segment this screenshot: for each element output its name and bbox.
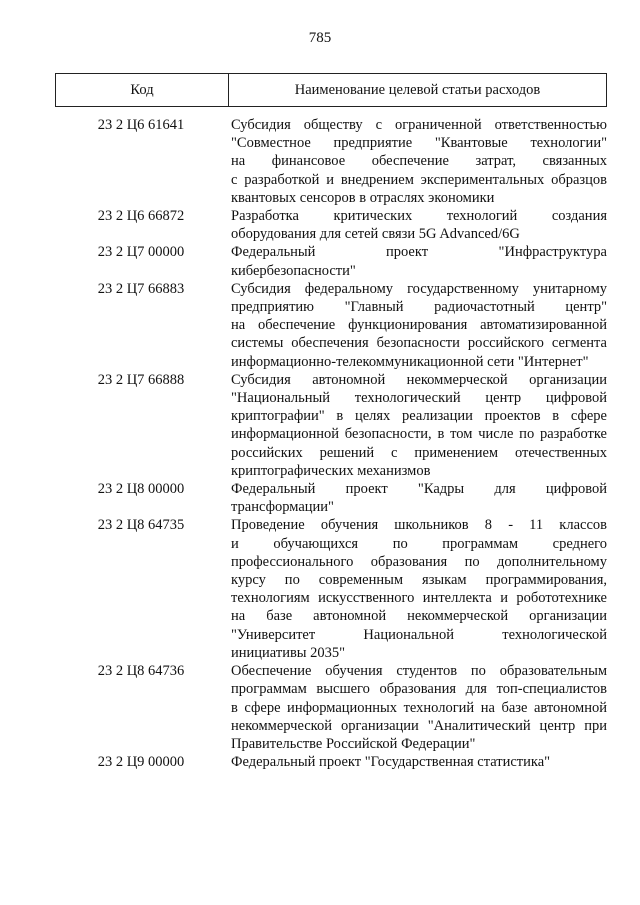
row-name-line: в сфере информационных технологий на базе автономной bbox=[231, 699, 607, 716]
row-name-line: криптографии" в целях реализации проектов в сфере bbox=[231, 408, 607, 425]
table-body bbox=[55, 116, 607, 771]
header-name-column: Наименование целевой статьи расходов bbox=[229, 74, 607, 106]
row-name-line: российских решений с применением отечественных bbox=[231, 444, 607, 461]
row-code: 23 2 Ц6 66872 bbox=[97, 208, 185, 225]
row-name-line: некоммерческой организации "Аналитический центр при bbox=[231, 717, 607, 734]
row-name-line: Обеспечение обучения студентов по образовательным bbox=[231, 663, 607, 680]
row-name-line: системы обеспечения безопасности российского сегмента bbox=[231, 335, 607, 352]
row-name-line: оборудования для сетей связи 5G Advanced/6G bbox=[231, 226, 520, 243]
table-header bbox=[55, 73, 607, 107]
table-row bbox=[55, 516, 607, 662]
row-name-line: программам высшего образования для топ-специалистов bbox=[231, 681, 607, 698]
row-name-line: инициативы 2035" bbox=[231, 644, 346, 661]
page-number: 785 bbox=[308, 30, 332, 46]
row-name-line: криптографических механизмов bbox=[231, 462, 431, 479]
row-name-line: информационно-телекоммуникационной сети "Интернет" bbox=[231, 353, 589, 370]
row-code: 23 2 Ц8 64735 bbox=[97, 517, 185, 534]
table-row bbox=[55, 753, 607, 771]
row-name-line: с разработкой и внедрением экспериментальных образцов bbox=[231, 171, 607, 188]
row-name bbox=[231, 480, 607, 516]
row-name-line: Федеральный проект "Кадры для цифровой bbox=[231, 481, 607, 498]
row-name bbox=[231, 753, 607, 771]
row-name-line: на базе автономной некоммерческой организации bbox=[231, 608, 607, 625]
row-name-line: Правительстве Российской Федерации" bbox=[231, 735, 476, 752]
row-name-line: кибербезопасности" bbox=[231, 262, 356, 279]
row-name bbox=[231, 243, 607, 279]
row-name-line: Федеральный проект "Инфраструктура bbox=[231, 244, 607, 261]
table-row bbox=[55, 280, 607, 371]
table-row bbox=[55, 480, 607, 516]
row-name-line: предприятию "Главный радиочастотный центр" bbox=[231, 299, 607, 316]
row-code: 23 2 Ц6 61641 bbox=[97, 117, 185, 133]
row-name-line: Федеральный проект "Государственная статистика" bbox=[231, 754, 551, 771]
row-name-line: на обеспечение функционирования автоматизированной bbox=[231, 317, 607, 334]
table-row bbox=[55, 243, 607, 279]
row-name bbox=[231, 516, 607, 662]
table-row bbox=[55, 207, 607, 243]
table-row bbox=[55, 371, 607, 480]
row-code: 23 2 Ц9 00000 bbox=[97, 754, 185, 771]
row-name bbox=[231, 662, 607, 753]
row-code: 23 2 Ц8 64736 bbox=[97, 663, 185, 680]
row-name-line: "Университет Национальной технологической bbox=[231, 626, 607, 643]
row-name-line: Субсидия федеральному государственному унитарному bbox=[231, 280, 607, 297]
row-name-line: "Национальный технологический центр цифровой bbox=[231, 390, 607, 407]
row-name bbox=[231, 280, 607, 371]
row-code: 23 2 Ц7 66883 bbox=[97, 280, 185, 297]
row-name-line: и обучающихся по программам среднего bbox=[231, 535, 607, 552]
header-code-column: Код bbox=[55, 74, 229, 106]
row-name-line: на финансовое обеспечение затрат, связанных bbox=[231, 153, 607, 170]
row-name-line: "Совместное предприятие "Квантовые технологии" bbox=[231, 135, 607, 152]
row-name-line: Проведение обучения школьников 8 - 11 классов bbox=[231, 517, 607, 534]
row-name-line: курсу по современным языкам программирования, bbox=[231, 572, 607, 589]
row-code: 23 2 Ц7 00000 bbox=[97, 244, 185, 261]
table-row bbox=[55, 662, 607, 753]
row-name-line: технологиям искусственного интеллекта и робототехнике bbox=[231, 590, 607, 607]
table-row bbox=[55, 116, 607, 207]
row-name-line: трансформации" bbox=[231, 499, 334, 516]
row-name-line: Субсидия автономной некоммерческой организации bbox=[231, 371, 607, 388]
row-name bbox=[231, 371, 607, 480]
row-name-line: Субсидия обществу с ограниченной ответственностью bbox=[231, 117, 607, 133]
row-name-line: Разработка критических технологий создания bbox=[231, 208, 607, 225]
row-name-line: квантовых сенсоров в отраслях экономики bbox=[231, 189, 495, 206]
row-code: 23 2 Ц8 00000 bbox=[97, 481, 185, 498]
row-code: 23 2 Ц7 66888 bbox=[97, 371, 185, 388]
row-name bbox=[231, 116, 607, 207]
row-name bbox=[231, 207, 607, 243]
row-name-line: профессионального образования по дополнительному bbox=[231, 553, 607, 570]
row-name-line: информационной безопасности, в том числе по разработке bbox=[231, 426, 607, 443]
